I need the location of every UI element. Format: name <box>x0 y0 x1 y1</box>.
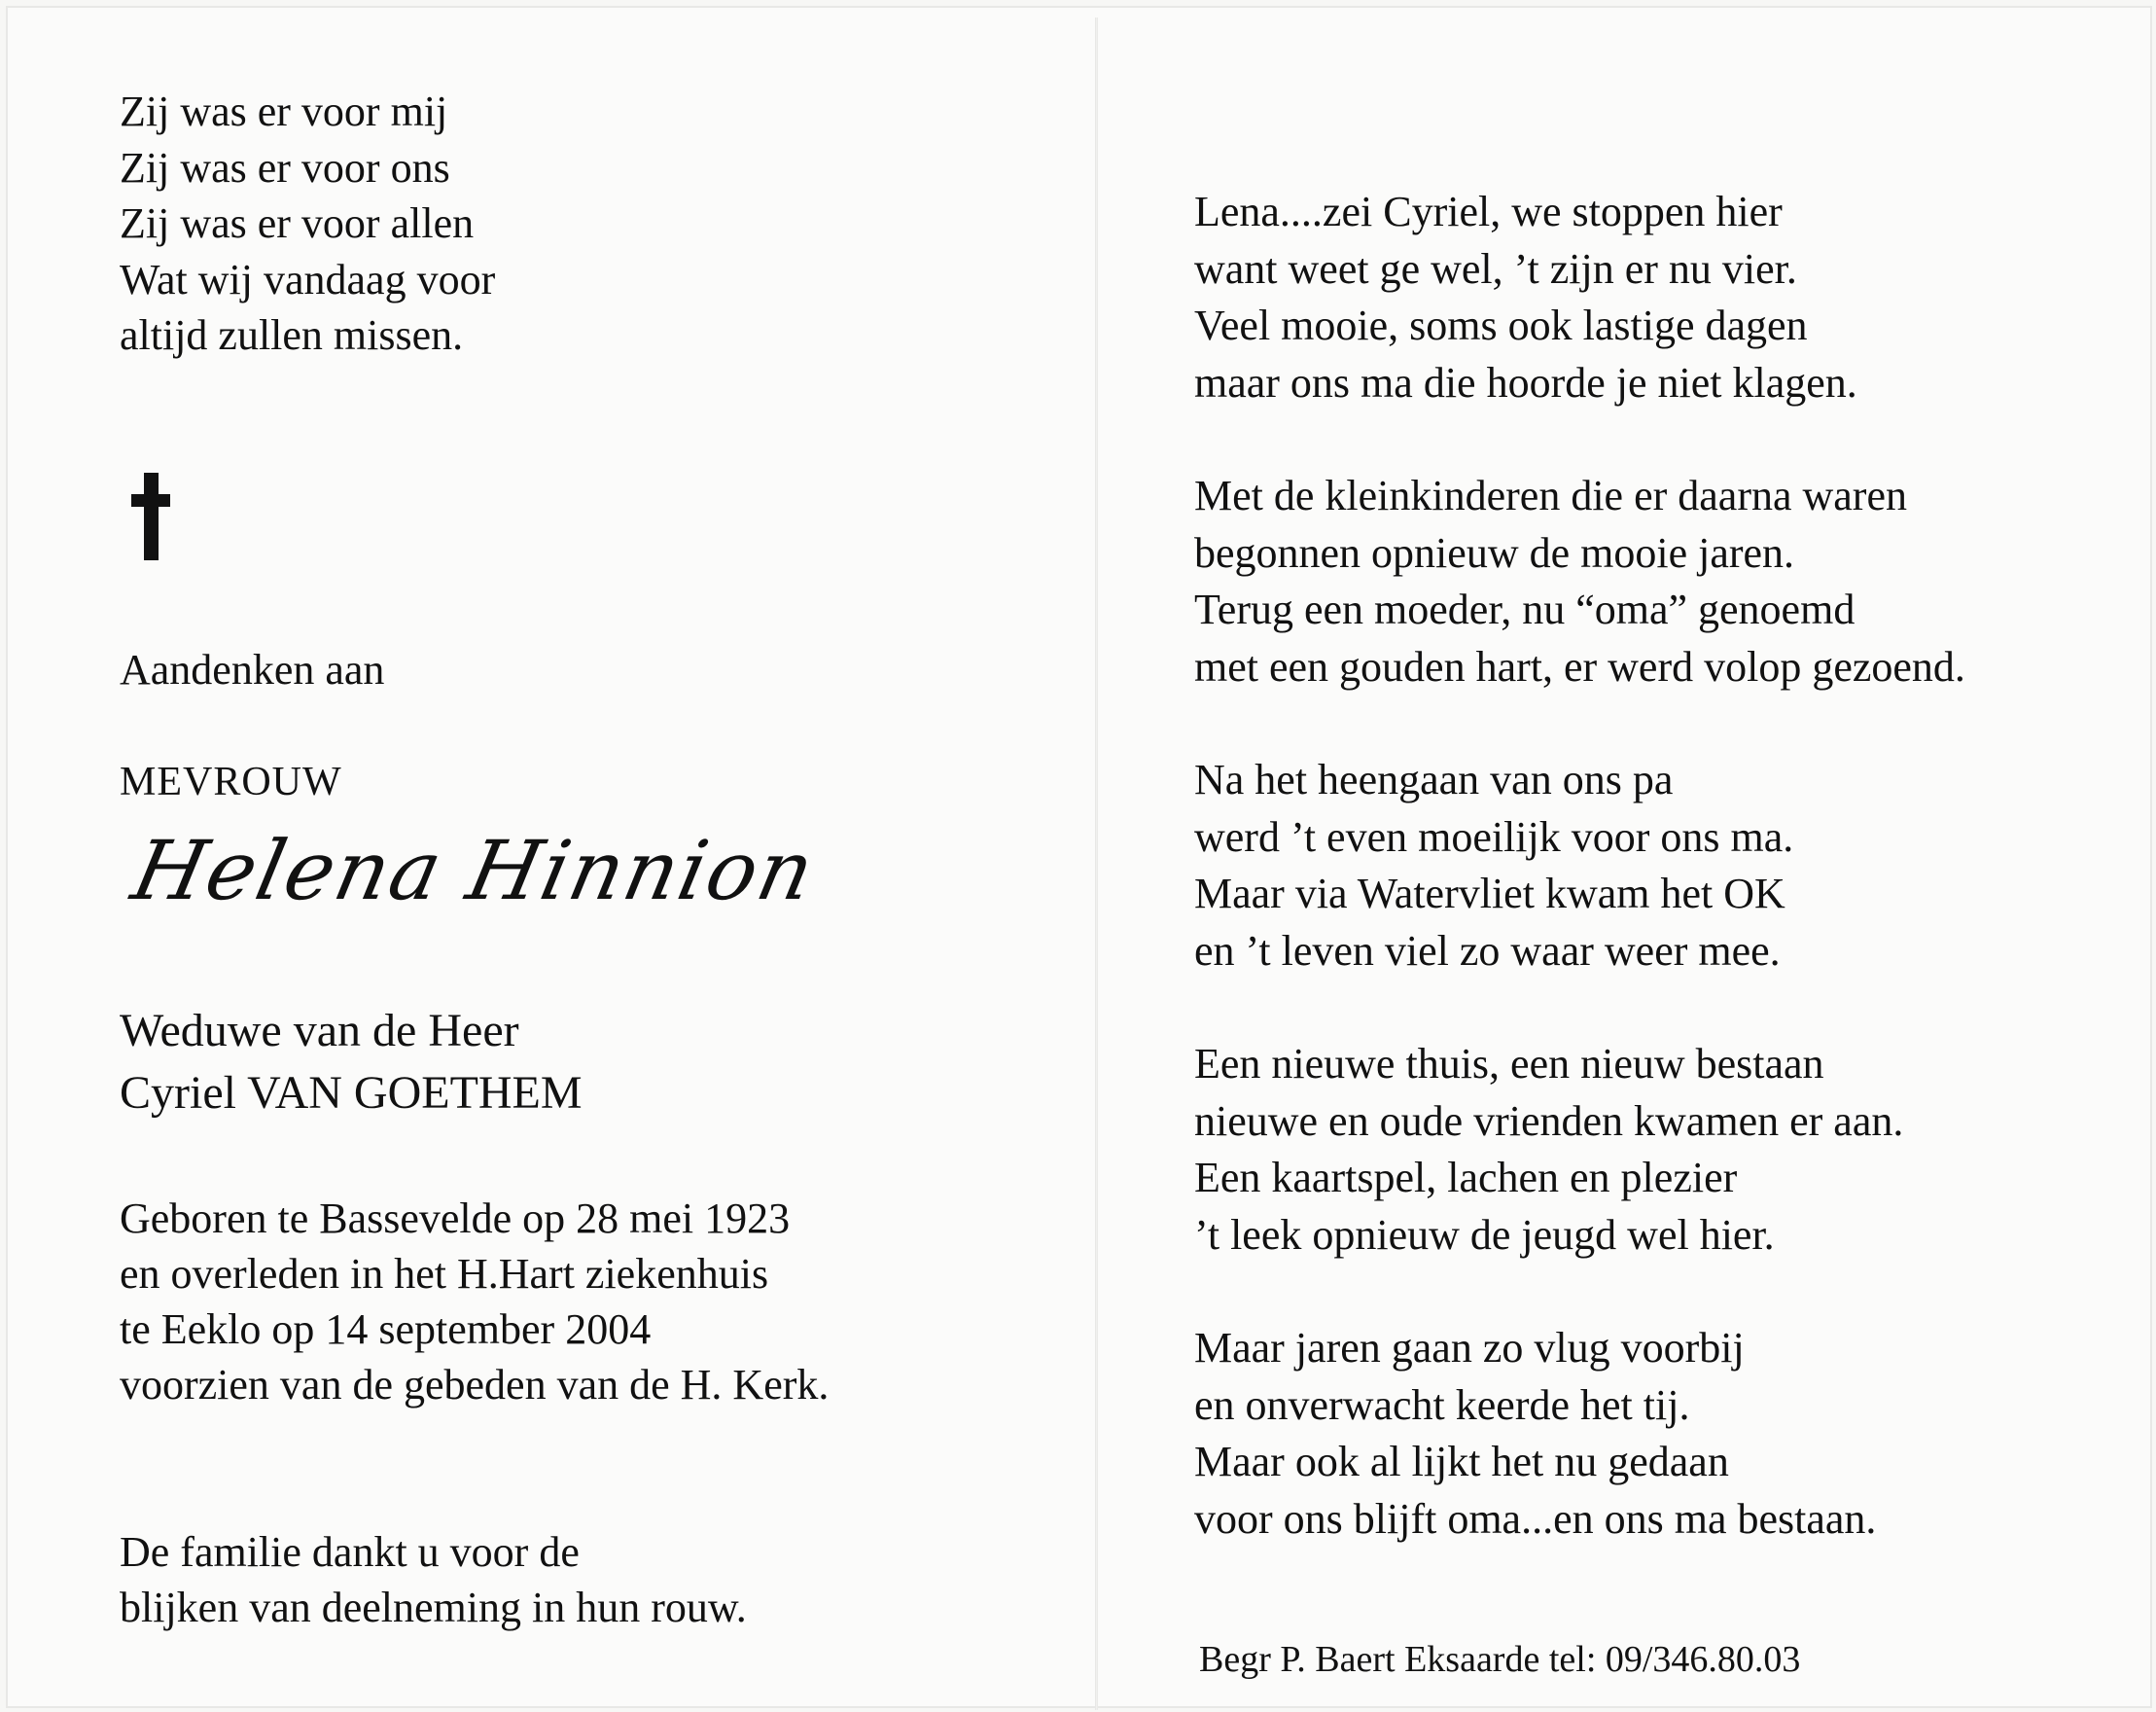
poem-line: Maar via Watervliet kwam het OK <box>1194 870 1785 917</box>
poem-line: Een kaartspel, lachen en plezier <box>1194 1154 1738 1201</box>
widow-line: Cyriel VAN GOETHEM <box>120 1067 583 1119</box>
poem-line: en ’t leven viel zo waar weer mee. <box>1194 926 1781 975</box>
birth-death-info <box>120 1191 829 1412</box>
poem-line: Een nieuwe thuis, een nieuw bestaan <box>1194 1040 1824 1088</box>
poem-line: Maar ook al lijkt het nu gedaan <box>1194 1438 1729 1485</box>
poem-line: en onverwacht keerde het tij. <box>1194 1380 1690 1429</box>
poem-line: Zij was er voor ons <box>120 143 450 192</box>
poem-line: begonnen opnieuw de mooie jaren. <box>1194 528 1795 577</box>
thanks-line: blijken van deelneming in hun rouw. <box>120 1584 747 1631</box>
poem-line: Na het heengaan van ons pa <box>1194 756 1674 803</box>
poem-line: altijd zullen missen. <box>120 311 464 359</box>
stanza <box>1194 1036 1965 1264</box>
thanks-line: De familie dankt u voor de <box>120 1528 580 1576</box>
cross-icon <box>131 473 170 560</box>
poem-line: Wat wij vandaag voor <box>120 255 496 303</box>
poem-line: Terug een moeder, nu “oma” genoemd <box>1194 586 1856 633</box>
poem-line: werd ’t even moeilijk voor ons ma. <box>1194 812 1794 861</box>
poem-line: voor ons blijft oma...en ons ma bestaan. <box>1194 1494 1877 1543</box>
poem-line: Zij was er voor allen <box>120 199 475 247</box>
widow-of <box>120 1000 583 1124</box>
poem-line: want weet ge wel, ’t zijn er nu vier. <box>1194 244 1797 293</box>
in-memory-label: Aandenken aan <box>120 646 385 694</box>
memorial-poem <box>1194 184 1965 1604</box>
family-thanks <box>120 1524 747 1635</box>
info-line: voorzien van de gebeden van de H. Kerk. <box>120 1361 830 1409</box>
poem-line: met een gouden hart, er werd volop gezoend. <box>1194 642 1965 691</box>
memorial-card <box>6 6 2152 1708</box>
stanza <box>1194 184 1965 411</box>
poem-line: maar ons ma die hoorde je niet klagen. <box>1194 358 1857 407</box>
poem-line: ’t leek opnieuw de jeugd wel hier. <box>1194 1210 1775 1259</box>
poem-line: Veel mooie, soms ook lastige dagen <box>1194 302 1808 349</box>
widow-line: Weduwe van de Heer <box>120 1005 519 1056</box>
poem-line: Met de kleinkinderen die er daarna waren <box>1194 472 1907 519</box>
poem-line: Zij was er voor mij <box>120 88 448 135</box>
opening-poem <box>120 84 495 364</box>
deceased-name: Helena Hinnion <box>124 823 825 918</box>
info-line: te Eeklo op 14 september 2004 <box>120 1305 652 1353</box>
poem-line: Maar jaren gaan zo vlug voorbij <box>1194 1324 1745 1372</box>
funeral-director: Begr P. Baert Eksaarde tel: 09/346.80.03 <box>1199 1639 1801 1680</box>
stanza <box>1194 1320 1965 1548</box>
info-line: Geboren te Bassevelde op 28 mei 1923 <box>120 1195 791 1242</box>
info-line: en overleden in het H.Hart ziekenhuis <box>120 1250 769 1298</box>
poem-line: Lena....zei Cyriel, we stoppen hier <box>1194 188 1783 235</box>
title-label: MEVROUW <box>120 760 342 804</box>
poem-line: nieuwe en oude vrienden kwamen er aan. <box>1194 1096 1904 1145</box>
stanza <box>1194 468 1965 696</box>
stanza <box>1194 752 1965 980</box>
card-fold <box>1095 18 1098 1710</box>
